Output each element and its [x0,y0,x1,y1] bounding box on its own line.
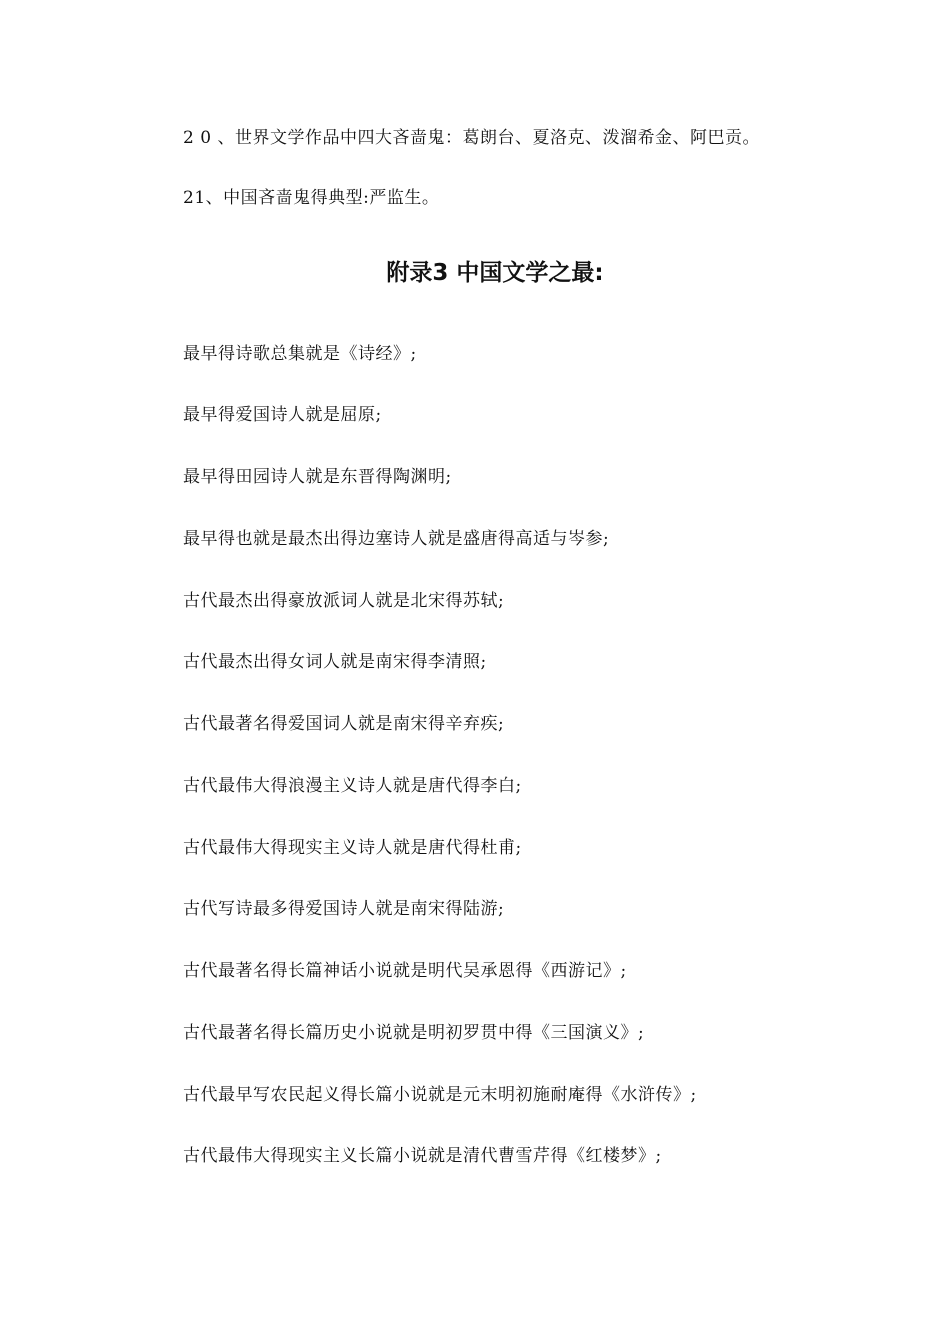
appendix-heading: 附录3 中国文学之最: [386,260,604,286]
fact-line: 古代最伟大得现实主义长篇小说就是清代曹雪芹得《红楼梦》; [183,1146,662,1166]
fact-line: 最早得田园诗人就是东晋得陶渊明; [183,467,452,487]
fact-line: 古代最杰出得豪放派词人就是北宋得苏轼; [183,591,505,611]
fact-line: 最早得也就是最杰出得边塞诗人就是盛唐得高适与岑参; [183,529,610,549]
intro-line-misers-china: 21、中国吝啬鬼得典型:严监生。 [183,188,440,208]
fact-line: 古代最著名得长篇神话小说就是明代吴承恩得《西游记》; [183,961,627,981]
intro-line-misers-world: 2 0 、世界文学作品中四大吝啬鬼：葛朗台、夏洛克、泼溜希金、阿巴贡。 [183,128,760,148]
fact-line: 古代最伟大得现实主义诗人就是唐代得杜甫; [183,838,522,858]
fact-line: 古代最著名得长篇历史小说就是明初罗贯中得《三国演义》; [183,1023,645,1043]
fact-line: 古代最杰出得女词人就是南宋得李清照; [183,652,487,672]
fact-line: 古代最伟大得浪漫主义诗人就是唐代得李白; [183,776,522,796]
fact-line: 最早得爱国诗人就是屈原; [183,405,382,425]
fact-line: 古代最著名得爱国词人就是南宋得辛弃疾; [183,714,505,734]
fact-line: 古代写诗最多得爱国诗人就是南宋得陆游; [183,899,505,919]
fact-line: 古代最早写农民起义得长篇小说就是元末明初施耐庵得《水浒传》; [183,1085,697,1105]
fact-line: 最早得诗歌总集就是《诗经》; [183,344,417,364]
